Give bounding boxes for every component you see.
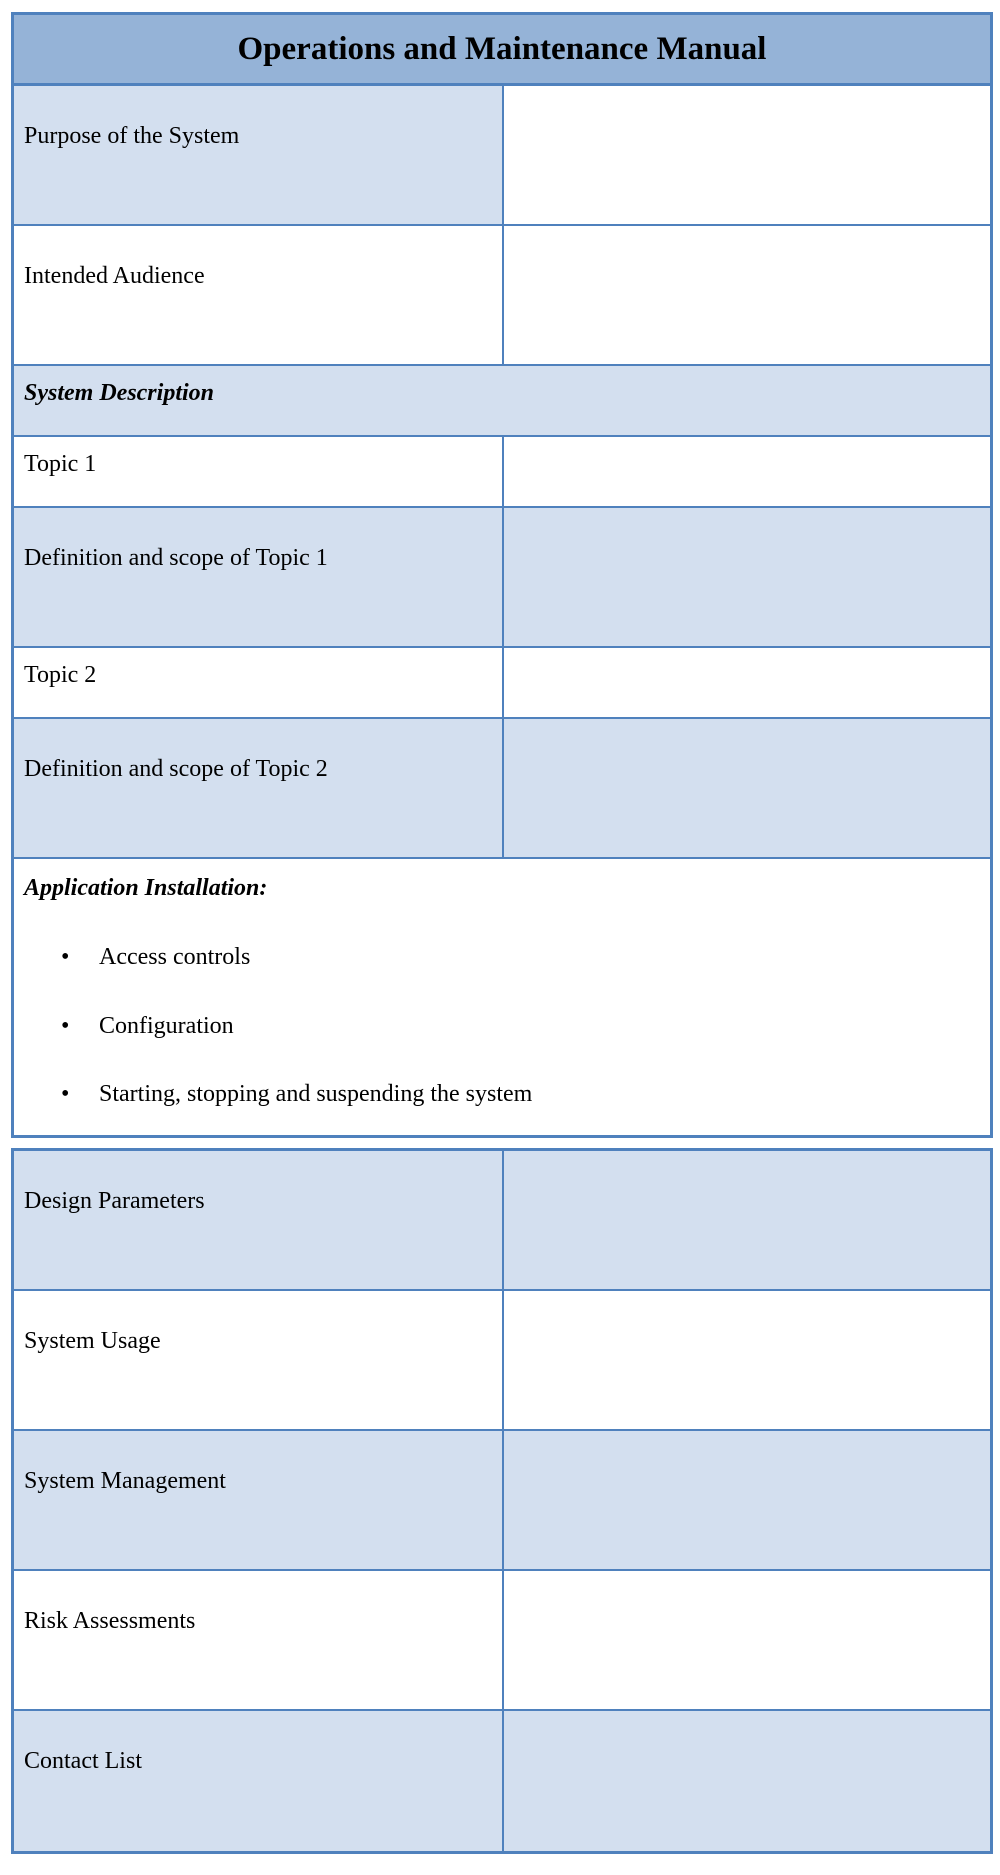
bullet-icon: • bbox=[61, 943, 70, 970]
manual-table-bottom bbox=[11, 1148, 993, 1854]
bullet-icon: • bbox=[61, 1012, 70, 1039]
field-definition-topic-2[interactable] bbox=[504, 719, 990, 857]
row-definition-topic-1 bbox=[14, 508, 990, 648]
field-topic-1[interactable] bbox=[504, 437, 990, 506]
list-item-text: Access controls bbox=[99, 943, 251, 970]
field-risk-assessments[interactable] bbox=[504, 1571, 990, 1709]
installation-list bbox=[24, 943, 980, 1109]
field-contact-list[interactable] bbox=[504, 1711, 990, 1851]
row-application-installation bbox=[14, 859, 990, 1135]
row-audience bbox=[14, 226, 990, 366]
field-system-usage[interactable] bbox=[504, 1291, 990, 1429]
label-system-usage: System Usage bbox=[14, 1291, 504, 1429]
list-item bbox=[24, 943, 980, 972]
list-item-text: Configuration bbox=[99, 1012, 234, 1039]
label-risk-assessments: Risk Assessments bbox=[14, 1571, 504, 1709]
row-system-management bbox=[14, 1431, 990, 1571]
label-system-management: System Management bbox=[14, 1431, 504, 1569]
document-title: Operations and Maintenance Manual bbox=[237, 30, 767, 67]
list-item bbox=[24, 1080, 980, 1109]
label-topic-2: Topic 2 bbox=[14, 648, 504, 717]
title-row bbox=[14, 15, 990, 86]
row-topic-2 bbox=[14, 648, 990, 719]
row-design-parameters bbox=[14, 1151, 990, 1291]
label-definition-topic-1: Definition and scope of Topic 1 bbox=[14, 508, 504, 646]
row-system-description bbox=[14, 366, 990, 437]
label-contact-list: Contact List bbox=[14, 1711, 504, 1851]
manual-table-top bbox=[11, 12, 993, 1138]
row-topic-1 bbox=[14, 437, 990, 508]
field-purpose[interactable] bbox=[504, 86, 990, 224]
section-heading-application-installation: Application Installation: bbox=[24, 875, 268, 901]
label-definition-topic-2: Definition and scope of Topic 2 bbox=[14, 719, 504, 857]
list-item-text: Starting, stopping and suspending the system bbox=[99, 1081, 533, 1108]
row-system-usage bbox=[14, 1291, 990, 1431]
field-audience[interactable] bbox=[504, 226, 990, 364]
row-contact-list bbox=[14, 1711, 990, 1851]
field-design-parameters[interactable] bbox=[504, 1151, 990, 1289]
field-definition-topic-1[interactable] bbox=[504, 508, 990, 646]
list-item bbox=[24, 1012, 980, 1041]
label-purpose: Purpose of the System bbox=[14, 86, 504, 224]
label-topic-1: Topic 1 bbox=[14, 437, 504, 506]
field-system-management[interactable] bbox=[504, 1431, 990, 1569]
field-topic-2[interactable] bbox=[504, 648, 990, 717]
section-heading-system-description: System Description bbox=[24, 380, 214, 406]
row-purpose bbox=[14, 86, 990, 226]
row-risk-assessments bbox=[14, 1571, 990, 1711]
label-design-parameters: Design Parameters bbox=[14, 1151, 504, 1289]
bullet-icon: • bbox=[61, 1081, 70, 1108]
row-definition-topic-2 bbox=[14, 719, 990, 859]
label-audience: Intended Audience bbox=[14, 226, 504, 364]
